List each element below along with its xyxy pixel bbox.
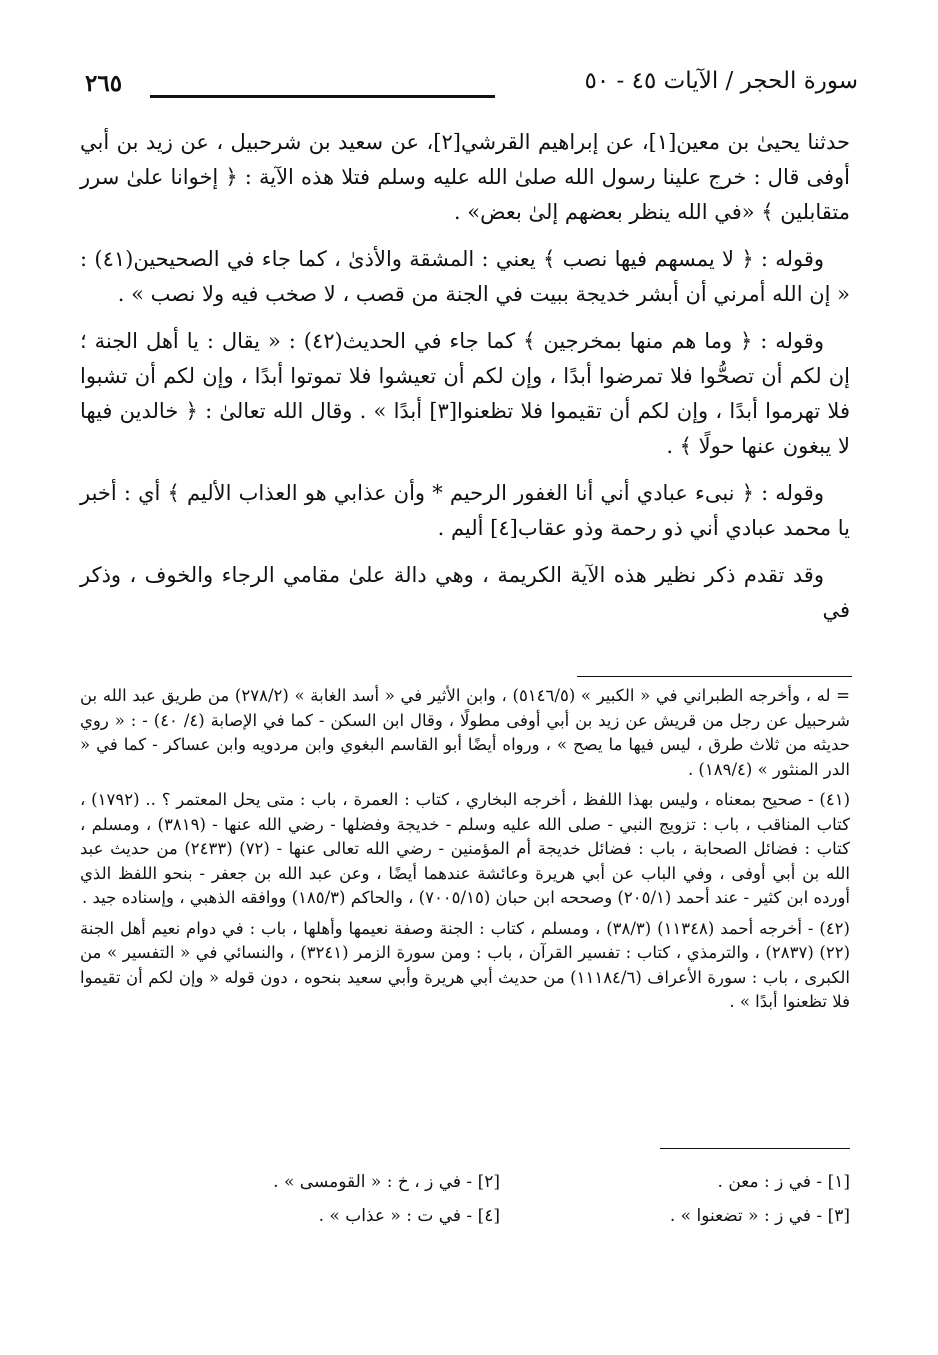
paragraph-nabbi-ibadi: وقوله : ﴿ نبىء عبادي أني أنا الغفور الرحيم * وأن عذابي هو العذاب الأليم ﴾ أي : أخبر يا محمد عبادي أني ذو رحمة وذو عقاب[٤] أليم . bbox=[80, 481, 850, 540]
footnote-continued: = له ، وأخرجه الطبراني في « الكبير » (٥١٤٦/٥) ، وابن الأثير في « أسد الغابة » (٢٧٨/٢) من طريق عبد الله بن شرحبيل عن رجل من قريش عن زيد بن أبي أوفى مطولًا ، وقال ابن السكن - كما في الإصابة (٤/ ٤٠) - : « روي حديثه من ثلاث طرق ، ليس فيها ما يصح » ، ورواه أيضًا أبو القاسم البغوي وابن مردويه وابن عساكر - كما في « الدر المنثور » (١٨٩/٤) . bbox=[80, 686, 851, 779]
paragraph-hadith-ikhwan: حدثنا يحيىٰ بن معين[١]، عن إبراهيم القرشي[٢]، عن سعيد بن شرحبيل ، عن زيد بن أبي أوفى قال : خرج علينا رسول الله صلىٰ الله عليه وسلم فتلا هذه الآية : ﴿ إخوانا علىٰ سرر متقابلين ﴾ «في الله ينظر بعضهم إلىٰ بعض» . bbox=[80, 130, 850, 224]
paragraph-la-yamassuhum: وقوله : ﴿ لا يمسهم فيها نصب ﴾ يعني : المشقة والأذىٰ ، كما جاء في الصحيحين(٤١) : « إن الله أمرني أن أبشر خديجة ببيت في الجنة من قصب ، لا صخب فيه ولا نصب » . bbox=[80, 247, 850, 306]
main-text bbox=[80, 125, 850, 640]
footnote-42: (٤٢) - أخرجه أحمد (١١٣٤٨) (٣٨/٣) ، ومسلم ، كتاب : الجنة وصفة نعيمها وأهلها ، باب : في دوام نعيم أهل الجنة (٢٢) (٢٨٣٧) ، والترمذي ، كتاب : تفسير القرآن ، باب : ومن سورة الزمر (٣٢٤١) ، والنسائي في « التفسير » من الكبرى ، باب : سورة الأعراف (١١١٨٤/٦) من حديث أبي هريرة وأبي سعيد بنحوه ، دون قوله « وإن لكم أن تقيموا فلا تظعنوا أبدًا » . bbox=[80, 918, 850, 1011]
paragraph-ma-hum-minha: وقوله : ﴿ وما هم منها بمخرجين ﴾ كما جاء في الحديث(٤٢) : « يقال : يا أهل الجنة ؛ إن لكم أن تصحُّوا فلا تمرضوا أبدًا ، وإن لكم أن تعيشوا فلا تموتوا أبدًا ، وإن لكم أن تشبوا فلا تهرموا أبدًا ، وإن لكم أن تقيموا فلا تظعنوا[٣] أبدًا » . وقال الله تعالىٰ : ﴿ خالدين فيها لا يبغون عنها حولًا ﴾ . bbox=[80, 329, 850, 458]
paragraph-nazir-ayah: وقد تقدم ذكر نظير هذه الآية الكريمة ، وهي دالة علىٰ مقامي الرجاء والخوف ، وذكر في bbox=[80, 563, 850, 622]
footnote-separator bbox=[577, 676, 852, 677]
variant-1: [١] - في ز : معن . bbox=[717, 1172, 850, 1192]
header-rule bbox=[150, 95, 495, 98]
variant-4: [٤] - في ت : « عذاب » . bbox=[318, 1206, 500, 1226]
variant-2: [٢] - في ز ، خ : « القومسى » . bbox=[273, 1172, 500, 1192]
variant-3: [٣] - في ز : « تضعنوا » . bbox=[669, 1206, 850, 1226]
running-head-title: سورة الحجر / الآيات ٤٥ - ٥٠ bbox=[584, 68, 858, 94]
footnotes bbox=[80, 684, 850, 1021]
footnote-41: (٤١) - صحيح بمعناه ، وليس بهذا اللفظ ، أخرجه البخاري ، كتاب : العمرة ، باب : متى يحل المعتمر ؟ .. (١٧٩٢) ، كتاب المناقب ، باب : تزويج النبي - صلى الله عليه وسلم - خديجة وفضلها - رضي الله عنها - (٣٨١٩) ، ومسلم ، كتاب : فضائل الصحابة ، باب : فضائل خديجة أم المؤمنين - رضي الله تعالى عنها - (٧٢) (٢٤٣٣) من حديث عبد الله بن أبي أوفى ، وفي الباب عن أبي هريرة وعائشة عندهما أيضًا ، وعن عبد الله بن جعفر - بنحو اللفظ الذي أورده ابن كثير - عند أحمد (٢٠٥/١) وصححه ابن حبان (٧٠٠٥/١٥) ، والحاكم (١٨٥/٣) ووافقه الذهبي ، وإسناده جيد . bbox=[80, 790, 850, 907]
variants-separator bbox=[660, 1148, 850, 1149]
manuscript-variants bbox=[150, 1165, 850, 1233]
page-number: ٢٦٥ bbox=[85, 70, 123, 97]
